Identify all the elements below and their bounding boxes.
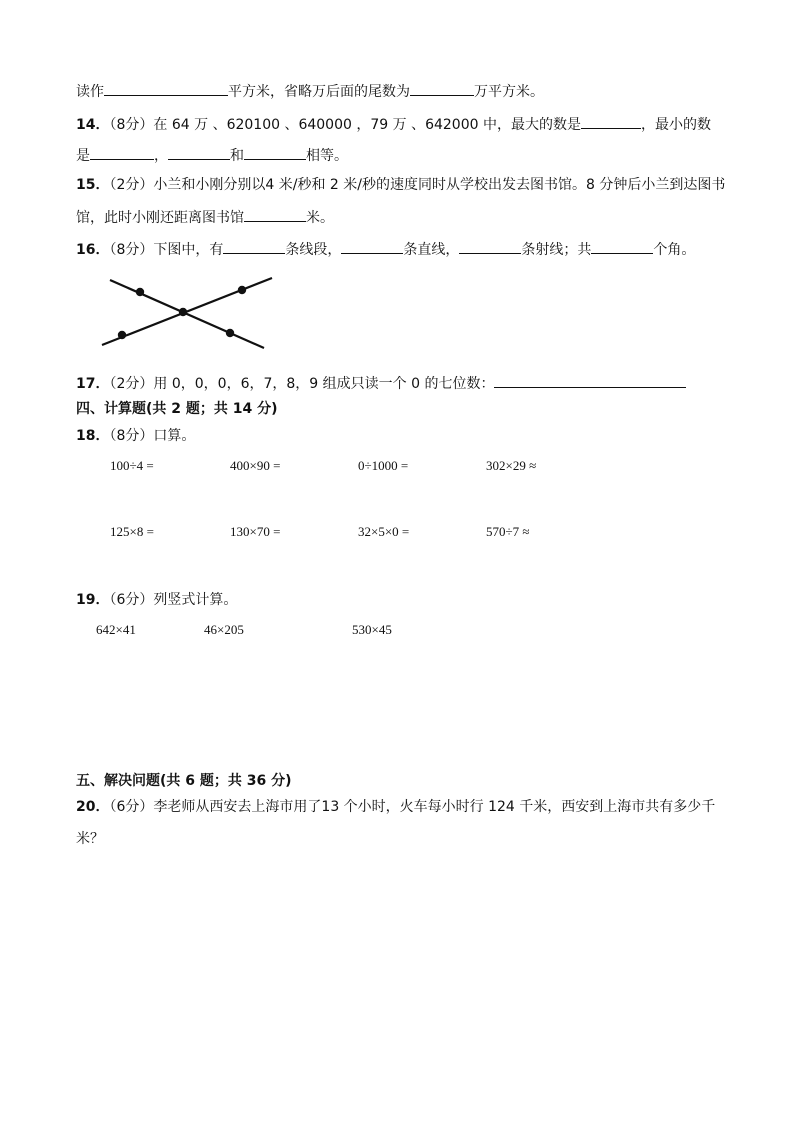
- answer-blank[interactable]: [410, 80, 474, 96]
- q20-text-1: 李老师从西安去上海市用了13 个小时，火车每小时行 124 千米，西安到上海市共有多少千: [153, 799, 716, 815]
- q15-line-2: [76, 206, 334, 228]
- answer-blank[interactable]: [341, 238, 403, 254]
- point: [118, 331, 126, 339]
- question-number: 17．: [76, 376, 110, 392]
- q19-line: [76, 590, 237, 610]
- q15-text-1: 小兰和小刚分别以4 米/秒和 2 米/秒的速度同时从学校出发去图书馆。8 分钟后小兰到达图书: [153, 177, 726, 193]
- question-score: （8分）: [109, 428, 154, 444]
- q16-text-3: 条直线，: [403, 242, 460, 258]
- q14-text-3: 是: [76, 148, 90, 164]
- q19-text: 列竖式计算。: [153, 592, 238, 608]
- q20-line-2: [76, 829, 104, 849]
- question-number: 14．: [76, 117, 110, 133]
- oral-calc-item: 400×90 =: [230, 458, 281, 473]
- q14-text-5: 和: [230, 148, 244, 164]
- vertical-calc-item: 46×205: [204, 622, 244, 637]
- q13-text-3: 万平方米。: [474, 84, 544, 100]
- q13-text-1: 读作: [76, 84, 104, 100]
- question-score: （8分）: [109, 242, 154, 258]
- q20-text-2: 米？: [76, 831, 104, 847]
- question-number: 16．: [76, 242, 110, 258]
- q16-text-2: 条线段，: [285, 242, 342, 258]
- q15-line-1: [76, 175, 725, 195]
- q16-line: [76, 238, 695, 260]
- crossing-lines-figure: [96, 272, 276, 354]
- answer-blank[interactable]: [494, 372, 686, 388]
- question-score: （6分）: [109, 592, 154, 608]
- oral-calc-item: 570÷7 ≈: [486, 524, 530, 539]
- answer-blank[interactable]: [459, 238, 521, 254]
- q14-text-1: 在 64 万 、620100 、640000 ，79 万 、642000 中，最大的数是: [153, 117, 581, 133]
- section-title: 四、计算题(共 2 题；共 14 分): [76, 401, 278, 417]
- question-number: 15．: [76, 177, 110, 193]
- answer-blank[interactable]: [104, 80, 228, 96]
- q16-text-5: 个角。: [653, 242, 696, 258]
- intersection-point: [179, 308, 187, 316]
- q13-line: [76, 80, 544, 102]
- answer-blank[interactable]: [90, 144, 154, 160]
- oral-calc-item: 302×29 ≈: [486, 458, 537, 473]
- q13-text-2: 平方米，省略万后面的尾数为: [228, 84, 410, 100]
- q15-text-2: 馆，此时小刚还距离图书馆: [76, 210, 244, 226]
- question-number: 20．: [76, 799, 110, 815]
- q16-text-1: 下图中，有: [153, 242, 224, 258]
- q17-text-1: 用 0，0，0，6，7，8，9 组成只读一个 0 的七位数：: [153, 376, 495, 392]
- q18-text: 口算。: [153, 428, 196, 444]
- q14-text-2: ，最小的数: [640, 117, 711, 133]
- answer-blank[interactable]: [581, 113, 641, 129]
- question-score: （2分）: [109, 376, 154, 392]
- question-number: 19．: [76, 592, 110, 608]
- vertical-calc-item: 530×45: [352, 622, 392, 637]
- answer-blank[interactable]: [244, 206, 306, 222]
- question-score: （6分）: [109, 799, 154, 815]
- question-score: （2分）: [109, 177, 154, 193]
- oral-calc-item: 0÷1000 =: [358, 458, 409, 473]
- q15-text-3: 米。: [306, 210, 334, 226]
- question-number: 18．: [76, 428, 110, 444]
- oral-calc-item: 130×70 =: [230, 524, 281, 539]
- oral-calc-item: 125×8 =: [110, 524, 154, 539]
- q14-line-1: [76, 113, 711, 135]
- point: [238, 286, 246, 294]
- answer-blank[interactable]: [591, 238, 653, 254]
- question-score: （8分）: [109, 117, 154, 133]
- answer-blank[interactable]: [223, 238, 285, 254]
- answer-blank[interactable]: [244, 144, 306, 160]
- vertical-calc-item: 642×41: [96, 622, 136, 637]
- point: [136, 288, 144, 296]
- oral-calc-item: 100÷4 =: [110, 458, 154, 473]
- q14-text-4: ，: [154, 148, 168, 164]
- section-title: 五、解决问题(共 6 题；共 36 分): [76, 773, 292, 789]
- q16-text-4: 条射线；共: [521, 242, 592, 258]
- answer-blank[interactable]: [168, 144, 230, 160]
- q17-line: [76, 372, 686, 394]
- q20-line-1: [76, 797, 715, 817]
- q14-line-2: [76, 144, 348, 166]
- q18-line: [76, 426, 195, 446]
- point: [226, 329, 234, 337]
- q14-text-6: 相等。: [306, 148, 348, 164]
- oral-calc-item: 32×5×0 =: [358, 524, 410, 539]
